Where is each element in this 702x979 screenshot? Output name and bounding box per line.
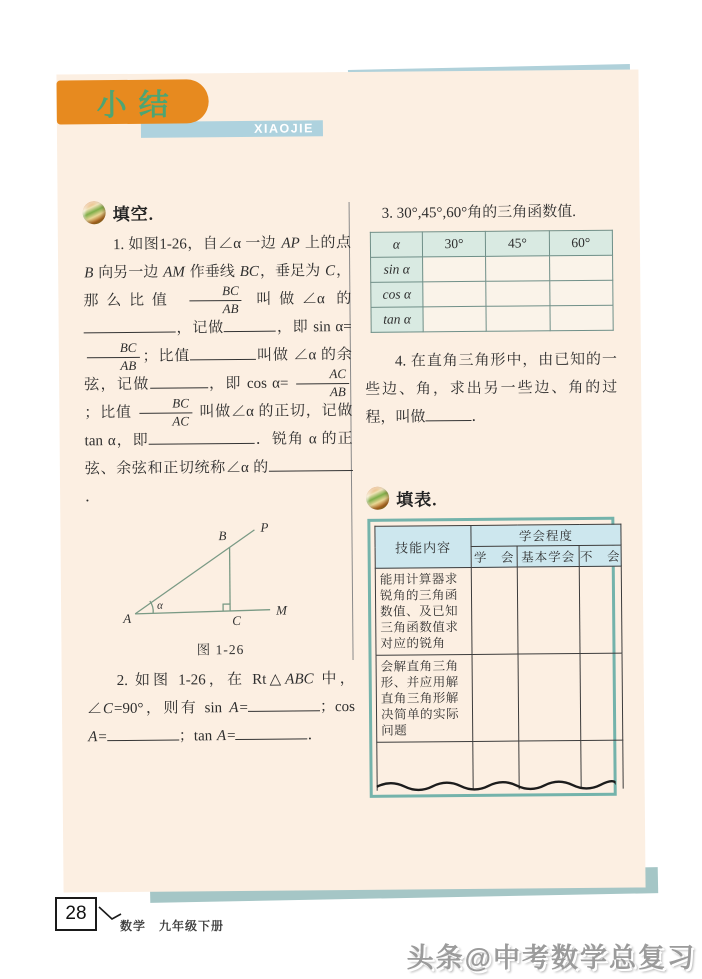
trig-values-table: [370, 230, 614, 333]
figure-1-26: [85, 519, 354, 659]
skills-cell-empty: [518, 654, 581, 742]
skills-cell-empty: [472, 654, 519, 741]
striped-ball-icon: [83, 201, 106, 224]
skills-subheader-basic: 基本学会: [517, 546, 579, 568]
trig-header-30: 30°: [422, 231, 486, 257]
trig-cell-empty: [486, 256, 550, 282]
question-3-title: 3. 30°,45°,60°角的三角函数值.: [381, 204, 576, 222]
skills-cell-empty: [471, 567, 518, 654]
book-label: 数学 九年级下册: [120, 919, 225, 933]
trig-cell-empty: [549, 280, 613, 306]
question-4-text: 4. 在直角三角形中，由已知的一些边、角，求出另一些边、角的过程，叫做 ．: [365, 351, 618, 426]
section-banner: [56, 79, 208, 124]
trig-cell-empty: [423, 281, 487, 307]
fill-table-section: [366, 484, 621, 798]
trig-cell-empty: [550, 305, 614, 331]
fill-blanks-section-head: [83, 198, 351, 225]
skills-cell-empty: [579, 566, 622, 653]
right-column: [364, 200, 621, 798]
ray-AM: [135, 610, 270, 614]
angle-arc: [150, 601, 153, 613]
watermark-text: 头条@中考数学总复习: [406, 943, 696, 973]
question-1-text: 1. 如图1-26，自∠α 一边 AP 上的点 B 向另一边 AM 作垂线 BC，垂足为 C，那么比值 $\frac{BC}{AB}$ 叫做∠α 的，记做 ，即 sin α= $\frac{BC}{AB}$ ；比值 叫做 ∠α 的余弦，记做 ，即 cos α= $\frac{AC}{AB}$ ；比值 $\frac{BC}{AC}$ 叫做∠α 的正切，记做 tan α，即 ．锐角 α 的正弦、余弦和正切统称∠α 的．: [83, 234, 353, 506]
trig-cell-empty: [549, 255, 613, 281]
skills-table: [374, 524, 623, 791]
figure-caption: 图 1-26: [196, 641, 245, 658]
table-row: [375, 566, 622, 655]
trig-header-45: 45°: [486, 231, 550, 257]
table-row: [371, 255, 613, 282]
skills-cell-empty: [580, 653, 623, 740]
label-P: P: [260, 519, 269, 535]
trig-row-label-cos: cos α: [371, 282, 423, 307]
skill-row-2-desc: 会解直角三角形、并应用解直角三角形解决简单的实际问题: [376, 654, 473, 742]
fill-blanks-label: 填空.: [112, 204, 154, 225]
skills-table-frame: [367, 517, 621, 798]
left-column: [83, 198, 356, 751]
table-row: [370, 230, 612, 257]
torn-edge-wave: [377, 776, 616, 792]
skills-subheader-not: 不 会: [579, 545, 621, 566]
label-B: B: [218, 528, 227, 544]
page-number: 28: [65, 903, 87, 924]
question-2-text: 2. 如图 1-26，在 Rt△ABC 中，∠C=90°，则有 sin A= ；cos A= ；tan A= ．: [86, 670, 356, 746]
trig-header-alpha: α: [370, 232, 422, 257]
fill-table-label: 填表.: [396, 490, 438, 510]
triangle-figure: [104, 519, 335, 639]
trig-header-60: 60°: [549, 230, 613, 256]
trig-cell-empty: [486, 306, 550, 332]
skills-subheader-learned: 学 会: [471, 546, 517, 567]
table-row: [376, 653, 623, 742]
trig-row-label-sin: sin α: [371, 257, 423, 282]
trig-cell-empty: [423, 306, 487, 332]
segment-BC: [230, 547, 231, 611]
section-banner-subtitle: XIAOJIE: [254, 121, 314, 136]
skills-group-header: 学会程度: [471, 524, 621, 546]
ray-AP: [134, 530, 255, 614]
page-number-box: [55, 897, 97, 931]
trig-row-label-tan: tan α: [371, 307, 423, 332]
table-row: [371, 280, 613, 307]
textbook-page-panel: [56, 69, 645, 892]
label-C: C: [232, 612, 241, 629]
label-A: A: [123, 610, 132, 626]
trig-cell-empty: [423, 256, 487, 282]
section-banner-title: 小结: [96, 88, 181, 123]
label-M: M: [276, 602, 288, 618]
skill-row-1-desc: 能用计算器求锐角的三角函数值、及已知三角函数值求对应的锐角: [375, 567, 472, 655]
label-alpha: α: [157, 599, 163, 612]
trig-cell-empty: [486, 281, 550, 307]
fill-table-section-head: [366, 484, 618, 511]
right-angle-mark: [223, 604, 230, 611]
striped-ball-icon: [366, 487, 389, 510]
skills-col1-header: 技能内容: [375, 525, 471, 568]
table-row: [375, 524, 621, 547]
skills-cell-empty: [517, 567, 580, 655]
table-row: [371, 305, 613, 332]
